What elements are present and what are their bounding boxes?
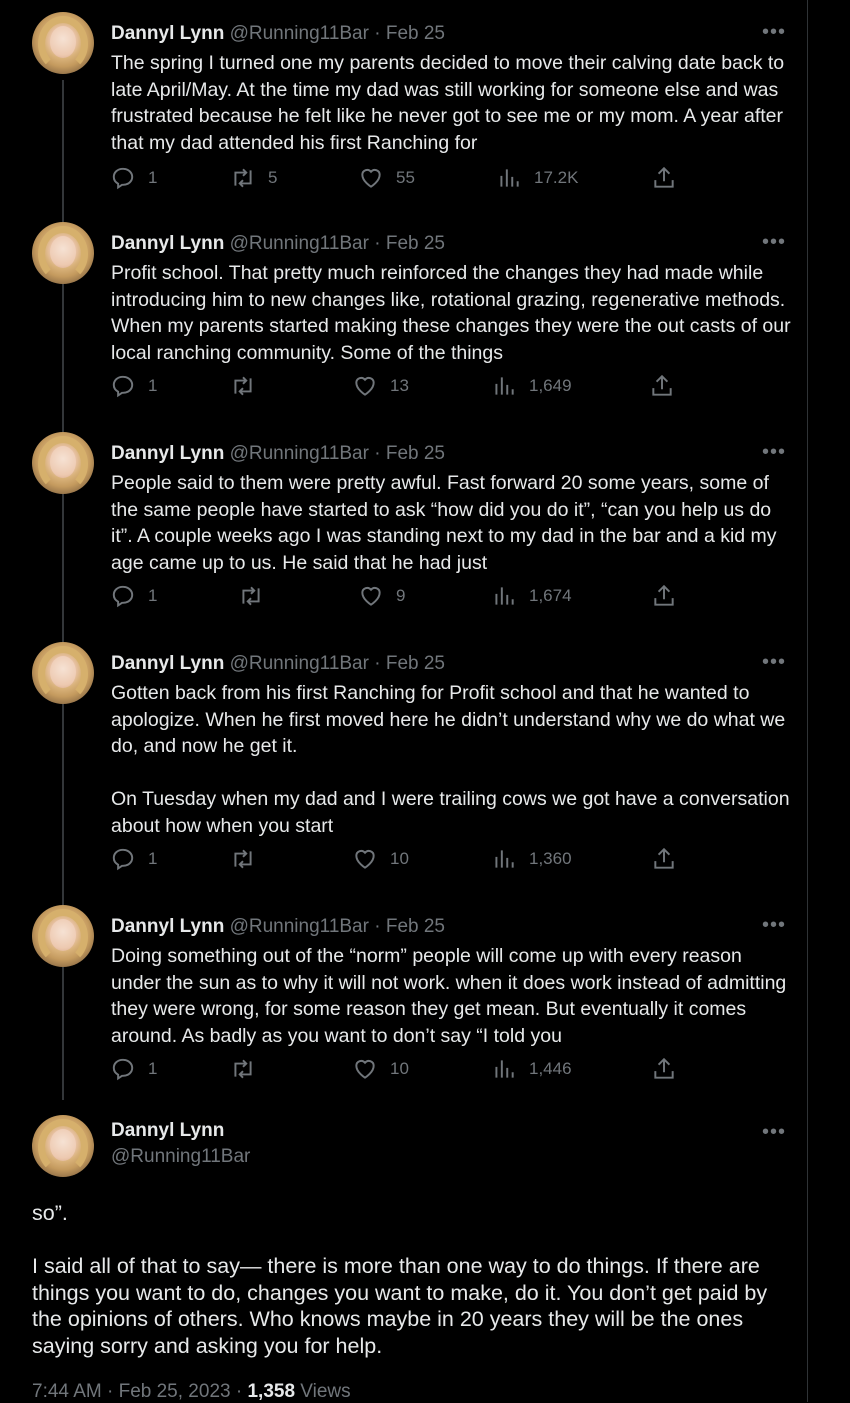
retweet-icon [230,846,256,872]
views-count: 1,446 [529,1059,572,1078]
like-button[interactable] [358,164,415,192]
heart-icon [352,846,378,872]
more-icon[interactable]: ••• [762,231,787,253]
tweet-text: The spring I turned one my parents decided to move their calving date back to late April/May. At the time my dad was still working for someone else and was frustrated because he felt like he never got to see me or my mom. A year after that my dad attended his first Ranching for [111,52,785,154]
views-count: 1,674 [529,586,572,605]
avatar[interactable] [32,12,94,74]
more-icon[interactable]: ••• [762,914,787,936]
tweet-date[interactable]: Feb 25 [385,916,445,937]
reply-icon [110,583,136,609]
separator: · [374,23,381,44]
views-count: 17.2K [534,168,579,187]
views-icon [496,165,522,191]
tweet-actions [110,164,690,192]
views-button[interactable] [491,582,572,610]
reply-count: 1 [148,586,158,605]
reply-button[interactable] [110,372,157,400]
tweet-header [111,442,445,466]
retweet-icon [238,583,264,609]
tweet-header [111,22,445,46]
share-button[interactable] [651,845,677,873]
heart-icon [352,1056,378,1082]
like-count: 10 [390,1059,409,1078]
share-button[interactable] [649,372,675,400]
tweet-date[interactable]: Feb 25 [385,23,445,44]
views-icon [491,1056,517,1082]
reply-count: 1 [148,376,158,395]
avatar[interactable] [32,905,94,967]
share-button[interactable] [651,1055,677,1083]
retweet-button[interactable] [230,372,268,400]
retweet-button[interactable] [230,164,277,192]
tweet-actions [110,582,690,610]
retweet-count: 5 [268,168,278,187]
tweet-text: People said to them were pretty awful. Fast forward 20 some years, some of the same people have started to ask “how did you do it”, “can you help us do it”. A couple weeks ago I was standing next to my dad in the bar and a kid my age came up to us. He said that he had just [111,472,777,574]
share-icon [651,846,677,872]
author-handle[interactable]: @Running11Bar [229,916,369,937]
heart-icon [358,165,384,191]
tweet-date[interactable]: Feb 25 [385,233,445,254]
reply-count: 1 [148,168,158,187]
views-label: Views [295,1381,351,1402]
tweet-text: Profit school. That pretty much reinforced the changes they had made while introducing him to new changes like, rotational grazing, regenerative methods. When my parents started making these changes they were the out casts of our local ranching community. Some of the things [111,262,791,364]
author-name[interactable]: Dannyl Lynn [111,23,225,44]
tweet-timestamp[interactable]: 7:44 AM · Feb 25, 2023 · [32,1381,248,1402]
like-count: 55 [396,168,415,187]
tweet-header [111,232,445,256]
share-icon [649,373,675,399]
tweet-header [111,652,445,676]
author-name[interactable]: Dannyl Lynn [111,233,225,254]
author-name[interactable]: Dannyl Lynn [111,653,225,674]
author-handle[interactable]: @Running11Bar [229,233,369,254]
like-count: 13 [390,376,409,395]
reply-button[interactable] [110,164,157,192]
tweet-actions [110,1055,690,1083]
share-button[interactable] [651,582,677,610]
tweet-meta [32,1381,351,1403]
author-handle[interactable]: @Running11Bar [229,653,369,674]
like-button[interactable] [358,582,405,610]
author-name[interactable]: Dannyl Lynn [111,443,225,464]
views-button[interactable] [491,372,572,400]
reply-count: 1 [148,849,158,868]
like-count: 9 [396,586,406,605]
tweet-actions [110,845,690,873]
views-count: 1,358 [247,1381,296,1402]
tweet-header [111,915,445,939]
retweet-icon [230,1056,256,1082]
views-count: 1,649 [529,376,572,395]
reply-button[interactable] [110,845,157,873]
author-name[interactable]: Dannyl Lynn [111,1120,225,1141]
views-icon [491,583,517,609]
more-icon[interactable]: ••• [762,441,787,463]
retweet-button[interactable] [238,582,276,610]
author-handle[interactable]: @Running11Bar [111,1146,251,1167]
avatar[interactable] [32,642,94,704]
views-button[interactable] [491,845,572,873]
views-count: 1,360 [529,849,572,868]
views-button[interactable] [491,1055,572,1083]
like-button[interactable] [352,372,409,400]
separator: · [374,443,381,464]
reply-count: 1 [148,1059,158,1078]
more-icon[interactable]: ••• [762,1121,787,1143]
avatar[interactable] [32,432,94,494]
share-icon [651,165,677,191]
reply-icon [110,165,136,191]
like-button[interactable] [352,845,409,873]
author-handle[interactable]: @Running11Bar [229,443,369,464]
more-icon[interactable]: ••• [762,651,787,673]
views-button[interactable] [496,164,578,192]
separator: · [374,653,381,674]
tweet-date[interactable]: Feb 25 [385,653,445,674]
reply-icon [110,846,136,872]
reply-button[interactable] [110,1055,157,1083]
share-icon [651,583,677,609]
retweet-icon [230,165,256,191]
views-icon [491,846,517,872]
avatar[interactable] [32,1115,94,1177]
tweet-actions [110,372,690,400]
views-icon [491,373,517,399]
tweet-text: Gotten back from his first Ranching for Profit school and that he wanted to apologize. When he first moved here he didn’t understand why we do what we do, and now he get it. On Tuesday when my dad and I were trailing cows we got have a conversation about how when you start [111,682,790,837]
reply-icon [110,1056,136,1082]
retweet-icon [230,373,256,399]
tweet-text: Doing something out of the “norm” people will come up with every reason under the sun as to why it will not work. when it does work instead of admitting they were wrong, for some reason they get mean. But eventually it comes around. As badly as you want to don’t say “I told you [111,945,787,1047]
heart-icon [358,583,384,609]
heart-icon [352,373,378,399]
separator: · [374,233,381,254]
reply-button[interactable] [110,582,157,610]
more-icon[interactable]: ••• [762,21,787,43]
like-count: 10 [390,849,409,868]
retweet-button[interactable] [230,845,268,873]
share-icon [651,1056,677,1082]
like-button[interactable] [352,1055,409,1083]
tweet-date[interactable]: Feb 25 [385,443,445,464]
author-handle[interactable]: @Running11Bar [229,23,369,44]
avatar[interactable] [32,222,94,284]
author-name[interactable]: Dannyl Lynn [111,916,225,937]
retweet-button[interactable] [230,1055,268,1083]
separator: · [374,916,381,937]
tweet-text: so”. I said all of that to say— there is more than one way to do things. If there are things you want to do, changes you want to make, do it. You don’t get paid by the opinions of others. Who knows maybe in 20 years they will be the ones saying sorry and asking you for help. [32,1201,768,1358]
reply-icon [110,373,136,399]
share-button[interactable] [651,164,677,192]
